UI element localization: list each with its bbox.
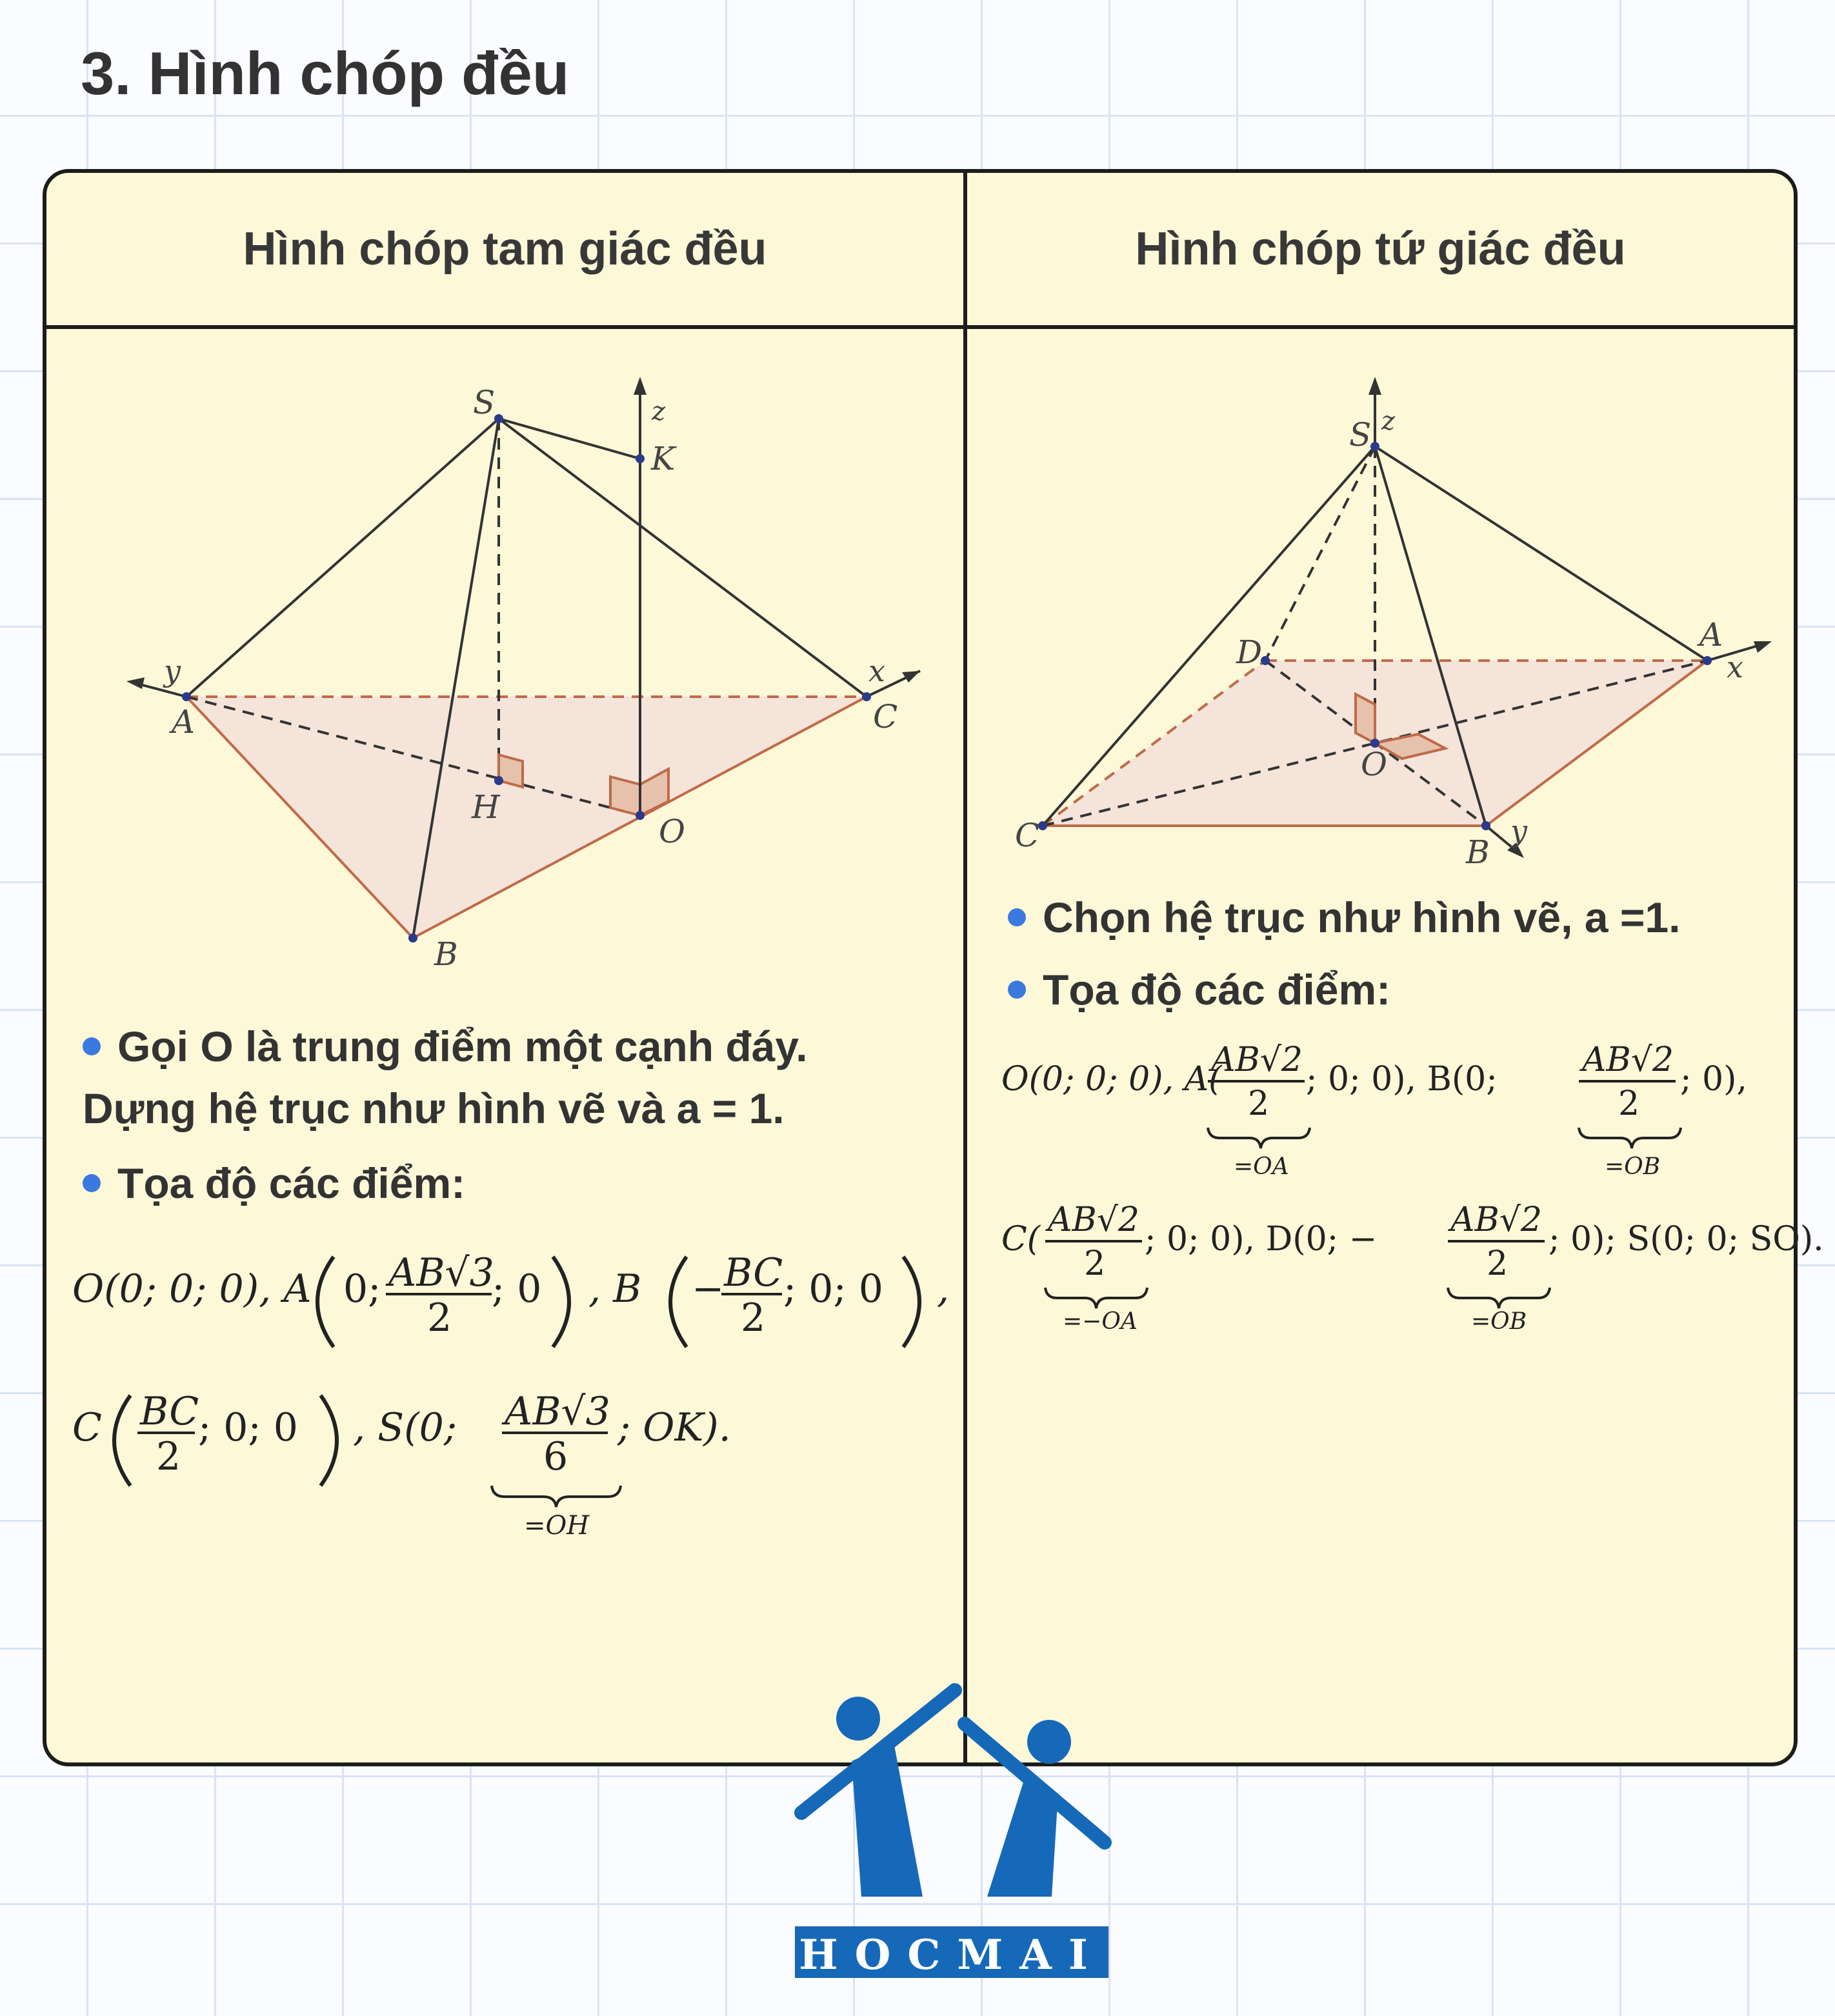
label-O: O [659,813,685,850]
right-bullet-1: Chọn hệ trục như hình vẽ, a =1. [1008,893,1680,942]
formula-A-num: AB√3 [388,1250,494,1295]
label-D: D [1236,634,1263,671]
formula-C-den: 2 [156,1434,181,1479]
label-O: O [1361,746,1387,783]
formula-A-den: 2 [1248,1084,1270,1123]
bullet-dot [83,1037,101,1055]
bullet-dot [83,1174,101,1192]
formula-S-num: AB√3 [505,1389,610,1434]
formula-D-brace: =OB [1471,1308,1527,1335]
left-coordinates-formula [66,1231,963,1605]
left-bullet-1: Gọi O là trung điểm một cạnh đáy. [83,1022,808,1071]
formula-C-brace: =−OA [1063,1308,1138,1335]
formula-A-tail: ; 0; 0), B(0; [1306,1060,1498,1099]
formula-C-num: AB√2 [1048,1201,1139,1239]
formula-C-tail: ; 0; 0 [198,1405,298,1450]
label-C: C [1015,817,1040,854]
label-B: B [1466,833,1490,871]
logo-text: HOCMAI [799,1931,1105,1979]
formula-B: , B [588,1266,642,1312]
formula-S-tail: ; OK). [617,1405,731,1450]
label-H: H [472,788,500,826]
formula-B-num: BC [724,1250,783,1295]
formula-B-brace: =OB [1605,1153,1661,1180]
hocmai-logo [794,1677,1116,1987]
label-y: y [1510,813,1527,848]
formula-B-minus: − [692,1266,725,1312]
formula-A-num: AB√2 [1211,1041,1303,1079]
formula-A-den: 2 [427,1295,452,1341]
formula-O-A: O(0; 0; 0), A [72,1266,312,1312]
right-coordinates-formula [995,1031,1824,1335]
bullet-dot [1008,981,1026,999]
formula-S-brace: =OH [524,1511,590,1541]
label-S: S [1349,416,1372,454]
label-x: x [868,654,885,688]
formula-C: C( [1001,1220,1041,1259]
formula-D-den: 2 [1487,1244,1509,1283]
formula-comma: , [937,1266,950,1312]
right-column-header: Hình chóp tứ giác đều [1135,223,1626,275]
label-y: y [164,654,181,688]
label-S: S [473,384,496,421]
formula-S: , S(0; [353,1405,457,1450]
page-title: 3. Hình chóp đều [81,39,570,107]
left-bullet-1-cont: Dựng hệ trục như hình vẽ và a = 1. [83,1084,785,1132]
label-A: A [1700,616,1723,654]
formula-B-den: 2 [1618,1084,1640,1123]
label-x: x [1727,650,1743,684]
right-bullet-2: Tọa độ các điểm: [1008,965,1390,1014]
bullet-dot [1008,908,1026,926]
formula-A-brace: =OA [1234,1153,1289,1180]
label-K: K [651,440,676,477]
formula-D-num: AB√2 [1450,1201,1542,1239]
left-bullet-2: Tọa độ các điểm: [83,1159,465,1208]
formula-O-A: O(0; 0; 0), A( [1001,1060,1222,1099]
label-C: C [873,698,898,735]
formula-B-tail: ; 0; 0 [783,1266,883,1312]
formula-A-tail: ; 0 [492,1266,542,1312]
formula-C-den: 2 [1084,1244,1106,1283]
formula-B-num: AB√2 [1582,1041,1674,1079]
label-z: z [1381,406,1396,436]
comparison-table [43,169,1824,1766]
label-A: A [172,703,196,741]
formula-C-num: BC [140,1389,199,1434]
formula-B-den: 2 [741,1295,766,1341]
left-column-header: Hình chóp tam giác đều [243,223,767,275]
formula-C-tail: ; 0; 0), D(0; − [1145,1220,1378,1259]
label-z: z [652,397,666,426]
formula-C: C [72,1405,102,1450]
label-B: B [434,935,458,973]
formula-S-den: 6 [543,1434,568,1479]
formula-D-tail: ; 0); S(0; 0; SO). [1549,1220,1824,1259]
formula-B-tail: ; 0), [1680,1060,1747,1099]
formula-A-0: 0; [343,1266,381,1312]
